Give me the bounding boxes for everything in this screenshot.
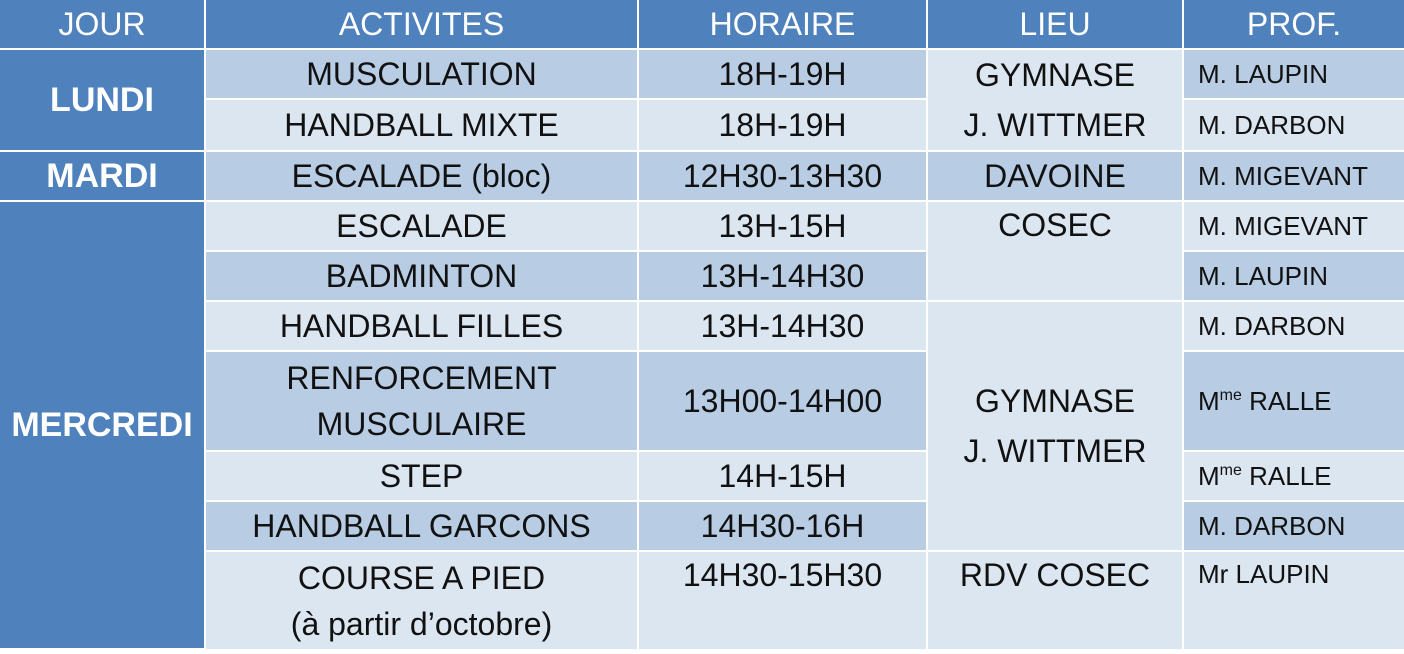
table-row xyxy=(0,351,1404,451)
prof-cell: M. LAUPIN xyxy=(1183,251,1404,301)
prof-cell: M. MIGEVANT xyxy=(1183,151,1404,201)
activity-line1: COURSE A PIED xyxy=(297,559,546,596)
location-line2: J. WITTMER xyxy=(963,107,1147,143)
header-prof: PROF. xyxy=(1183,0,1404,49)
location-line2: J. WITTMER xyxy=(963,433,1147,469)
activity-cell: MUSCULATION xyxy=(205,49,638,99)
table-row xyxy=(0,501,1404,551)
activity-cell: ESCALADE xyxy=(205,201,638,251)
table-row xyxy=(0,201,1404,251)
header-lieu: LIEU xyxy=(927,0,1183,49)
time-cell: 13H-15H xyxy=(638,201,927,251)
location-line1: GYMNASE xyxy=(974,383,1136,419)
table-row xyxy=(0,49,1404,99)
table-row xyxy=(0,251,1404,301)
table-row xyxy=(0,451,1404,501)
activity-line1: RENFORCEMENT xyxy=(286,360,557,396)
time-cell: 12H30-13H30 xyxy=(638,151,927,201)
location-cell xyxy=(927,301,1183,551)
time-cell: 13H-14H30 xyxy=(638,251,927,301)
time-cell: 13H00-14H00 xyxy=(638,351,927,451)
table-row xyxy=(0,99,1404,151)
time-cell: 18H-19H xyxy=(638,99,927,151)
activity-line2: MUSCULAIRE xyxy=(316,406,527,442)
table-row xyxy=(0,151,1404,201)
activity-cell: STEP xyxy=(205,451,638,501)
location-cell: COSEC xyxy=(927,201,1183,301)
prof-name: RALLE xyxy=(1241,386,1332,416)
time-cell: 14H30-16H xyxy=(638,501,927,551)
activity-cell: ESCALADE (bloc) xyxy=(205,151,638,201)
activity-line2: (à partir d’octobre) xyxy=(290,605,553,642)
header-activites: ACTIVITES xyxy=(205,0,638,49)
prof-name: RALLE xyxy=(1241,461,1332,491)
prof-cell: M. LAUPIN xyxy=(1183,49,1404,99)
time-cell: 14H30-15H30 xyxy=(638,551,927,649)
prof-sup: me xyxy=(1219,387,1242,404)
prof-cell: M. DARBON xyxy=(1183,99,1404,151)
day-mardi: MARDI xyxy=(0,151,205,201)
header-jour: JOUR xyxy=(0,0,205,49)
header-horaire: HORAIRE xyxy=(638,0,927,49)
activity-cell: HANDBALL MIXTE xyxy=(205,99,638,151)
location-cell: RDV COSEC xyxy=(927,551,1183,649)
prof-cell: Mr LAUPIN xyxy=(1183,551,1404,649)
prof-sup: me xyxy=(1219,462,1242,479)
activity-cell xyxy=(205,351,638,451)
activity-cell: HANDBALL GARCONS xyxy=(205,501,638,551)
table-row xyxy=(0,551,1404,649)
prof-cell xyxy=(1183,351,1404,451)
prof-cell: M. MIGEVANT xyxy=(1183,201,1404,251)
prof-prefix: M xyxy=(1198,461,1220,491)
activity-cell xyxy=(205,551,638,649)
day-lundi: LUNDI xyxy=(0,49,205,151)
time-cell: 14H-15H xyxy=(638,451,927,501)
location-cell xyxy=(927,49,1183,151)
time-cell: 18H-19H xyxy=(638,49,927,99)
table-row xyxy=(0,301,1404,351)
header-row xyxy=(0,0,1404,49)
prof-prefix: M xyxy=(1198,386,1220,416)
location-line1: GYMNASE xyxy=(974,57,1136,93)
prof-cell: M. DARBON xyxy=(1183,301,1404,351)
prof-cell xyxy=(1183,451,1404,501)
day-mercredi: MERCREDI xyxy=(0,201,205,649)
activity-cell: HANDBALL FILLES xyxy=(205,301,638,351)
location-cell: DAVOINE xyxy=(927,151,1183,201)
activity-cell: BADMINTON xyxy=(205,251,638,301)
prof-cell: M. DARBON xyxy=(1183,501,1404,551)
time-cell: 13H-14H30 xyxy=(638,301,927,351)
